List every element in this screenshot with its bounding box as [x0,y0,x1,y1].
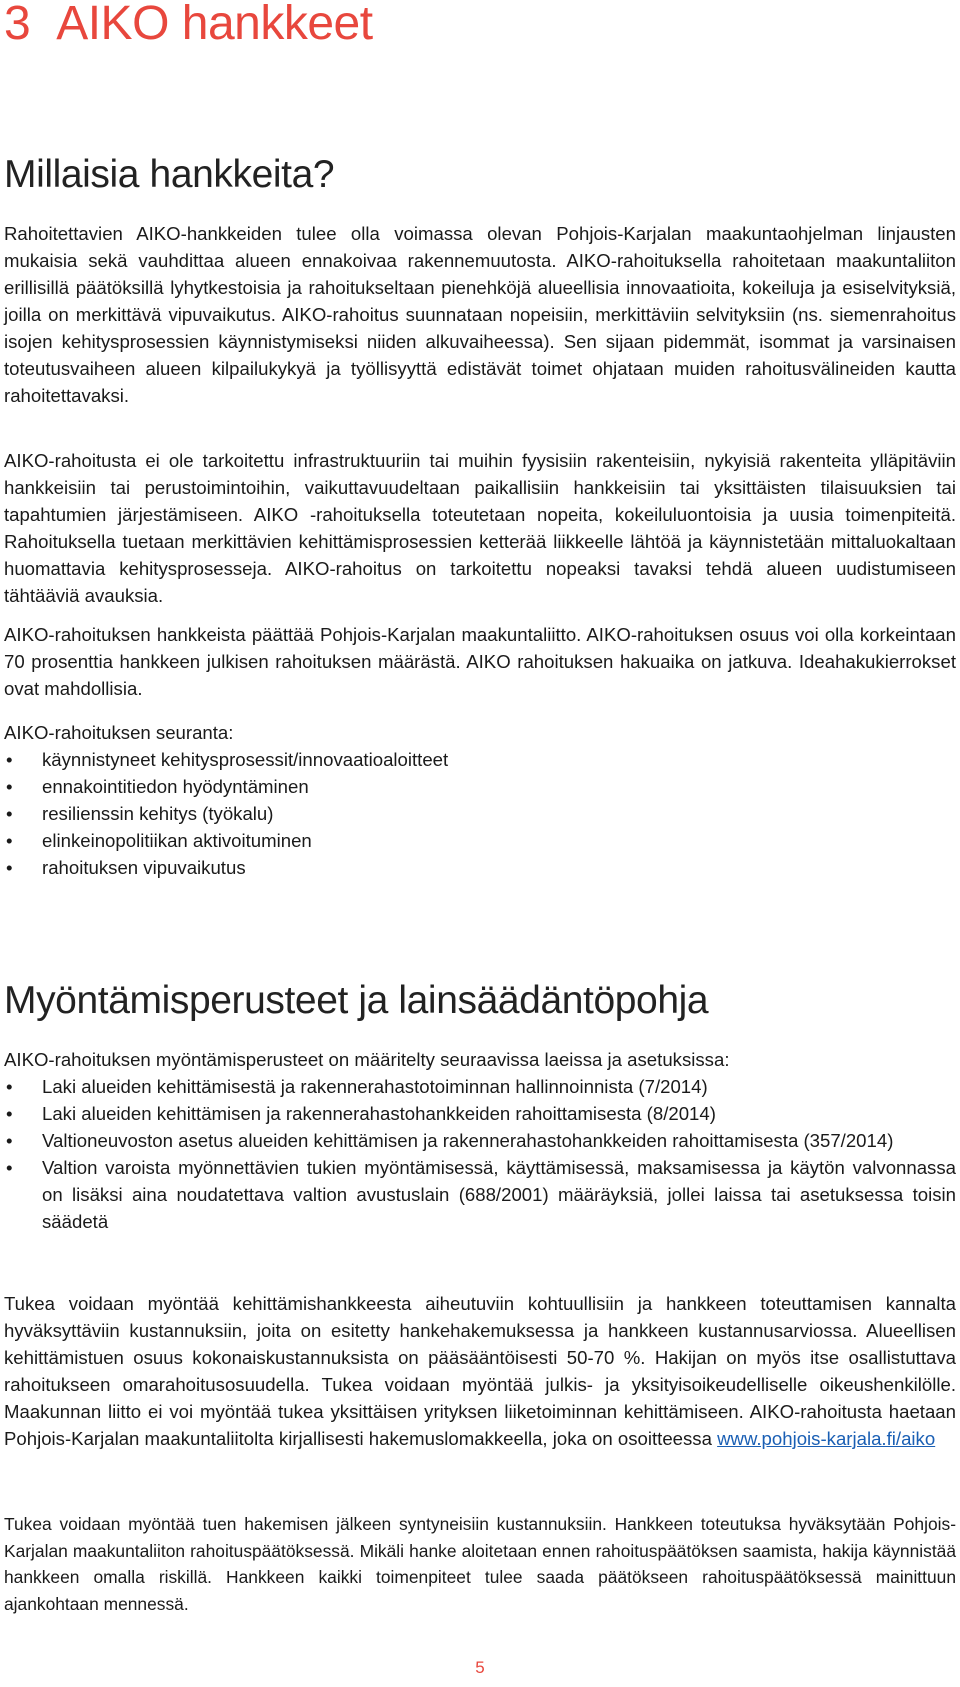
list-item: • Laki alueiden kehittämisen ja rakennerahastohankkeiden rahoittamisesta (8/2014) [6,1103,716,1124]
chapter-number: 3 [4,0,31,50]
list-item: • resilienssin kehitys (työkalu) [6,803,274,824]
paragraph-tuki-kustannuksiin: Tukea voidaan myöntää kehittämishankkeesta aiheutuviin kohtuullisiin ja hankkeen toteuttamisen kannalta hyväksyttäviin kustannuksiin, joita on esitetty hankehakemuksessa ja hankkeen kustannusarviossa. Alueellisen kehittämistuen osuus kokonaiskustannuksista on pääsääntöisesti 50-70 %. Hakijan on myös itse osallistuttava rahoitukseen omarahoitusosuudella. Tukea voidaan myöntää julkis- ja yksityisoikeudelliselle oikeushenkilölle. Maakunnan liitto ei voi myöntää tukea yksittäisen yrityksen liiketoiminnan kehittämiseen. AIKO-rahoitusta haetaan Pohjois-Karjalan maakuntaliitolta kirjallisesti hakemuslomakkeella, joka on osoitteessa www.pohjois-karjala.fi/aiko [4,1293,956,1449]
chapter-heading [4,0,373,48]
page-number: 5 [475,1658,485,1677]
section-heading-myontamisperusteet: Myöntämisperusteet ja lainsäädäntöpohja [4,979,709,1022]
laws-list [4,1073,956,1235]
list-item: • Valtion varoista myönnettävien tukien myöntämisessä, käyttämisessä, maksamisessa ja käytön valvonnassa on lisäksi aina noudatettava valtion avustuslain (688/2001) määräyksiä, jollei laissa tai asetuksessa toisin säädetä [6,1157,956,1232]
list-item: • käynnistyneet kehitysprosessit/innovaatioaloitteet [6,749,449,770]
seuranta-list [4,746,956,881]
section-heading-millaisia-hankkeita: Millaisia hankkeita? [4,153,335,196]
paragraph-kustannukset-hakemisen-jalkeen: Tukea voidaan myöntää tuen hakemisen jälkeen syntyneisiin kustannuksiin. Hankkeen toteutuksa hyväksytään Pohjois-Karjalan maakuntaliiton rahoituspäätöksessä. Mikäli hanke aloitetaan ennen rahoituspäätöksen saamista, hakija käynnistää hankkeen omalla riskillä. Hankkeen kaikki toimenpiteet tulee saada päätökseen rahoituspäätöksessä mainittuun ajankohtaan mennessä. [4,1514,956,1614]
list-item: • Valtioneuvoston asetus alueiden kehittämisen ja rakennerahastohankkeiden rahoittamisesta (357/2014) [6,1130,894,1151]
list-item: • ennakointitiedon hyödyntäminen [6,776,309,797]
myontamisperusteet-list-label: AIKO-rahoituksen myöntämisperusteet on määritelty seuraavissa laeissa ja asetuksissa: [4,1049,730,1070]
aiko-link[interactable]: www.pohjois-karjala.fi/aiko [717,1428,936,1449]
seuranta-list-label: AIKO-rahoituksen seuranta: [4,722,234,743]
paragraph-paatoksenteko: AIKO-rahoituksen hankkeista päättää Pohjois-Karjalan maakuntaliitto. AIKO-rahoituksen osuus voi olla korkeintaan 70 prosenttia hankkeen julkisen rahoituksen määrästä. AIKO rahoituksen hakuaika on jatkuva. Ideahakukierrokset ovat mahdollisia. [4,624,956,699]
chapter-title: AIKO hankkeet [56,0,373,50]
paragraph-hankkeet-intro: Rahoitettavien AIKO-hankkeiden tulee olla voimassa olevan Pohjois-Karjalan maakuntaohjelman linjausten mukaisia sekä vauhdittaa alueen ennakoivaa rakennemuutosta. AIKO-rahoituksella rahoitetaan maakuntaliiton erillisillä päätöksillä lyhytkestoisia ja rahoitukseltaan pienehköjä alueellisia innovaatioita, kokeiluja ja esiselvityksiä, joilla on merkittävä vipuvaikutus. AIKO-rahoitus suunnataan nopeisiin, merkittäviin selvityksiin (ns. siemenrahoitus isojen kehitysprosessien käynnistymiseksi niiden alkuvaiheessa). Sen sijaan pidemmät, isommat ja varsinaisen toteutusvaiheen alueen kilpailukykyä ja työllisyyttä edistävät toimet ohjataan muiden rahoitusvälineiden kautta rahoitettavaksi. [4,223,956,406]
list-item: • elinkeinopolitiikan aktivoituminen [6,830,312,851]
list-item: • rahoituksen vipuvaikutus [6,857,246,878]
paragraph-ei-tarkoitettu: AIKO-rahoitusta ei ole tarkoitettu infrastruktuuriin tai muihin fyysisiin rakenteisiin, nykyisiä rakenteita ylläpitäviin hankkeisiin tai perustoimintoihin, vaikuttavuudeltaan paikallisiin hankkeisiin tai yksittäisten tilaisuuksien tai tapahtumien järjestämiseen. AIKO -rahoituksella toteutetaan nopeita, kokeiluluontoisia ja uusia toimenpiteitä. Rahoituksella tuetaan merkittävien kehittämisprosessien ketterää liikkeelle lähtöä ja käynnistetään mittaluokaltaan huomattavia kehitysprosesseja. AIKO-rahoitus on tarkoitettu nopeaksi tavaksi tehdä alueen uudistumiseen tähtääviä avauksia. [4,450,956,606]
list-item: • Laki alueiden kehittämisestä ja rakennerahastotoiminnan hallinnoinnista (7/2014) [6,1076,708,1097]
